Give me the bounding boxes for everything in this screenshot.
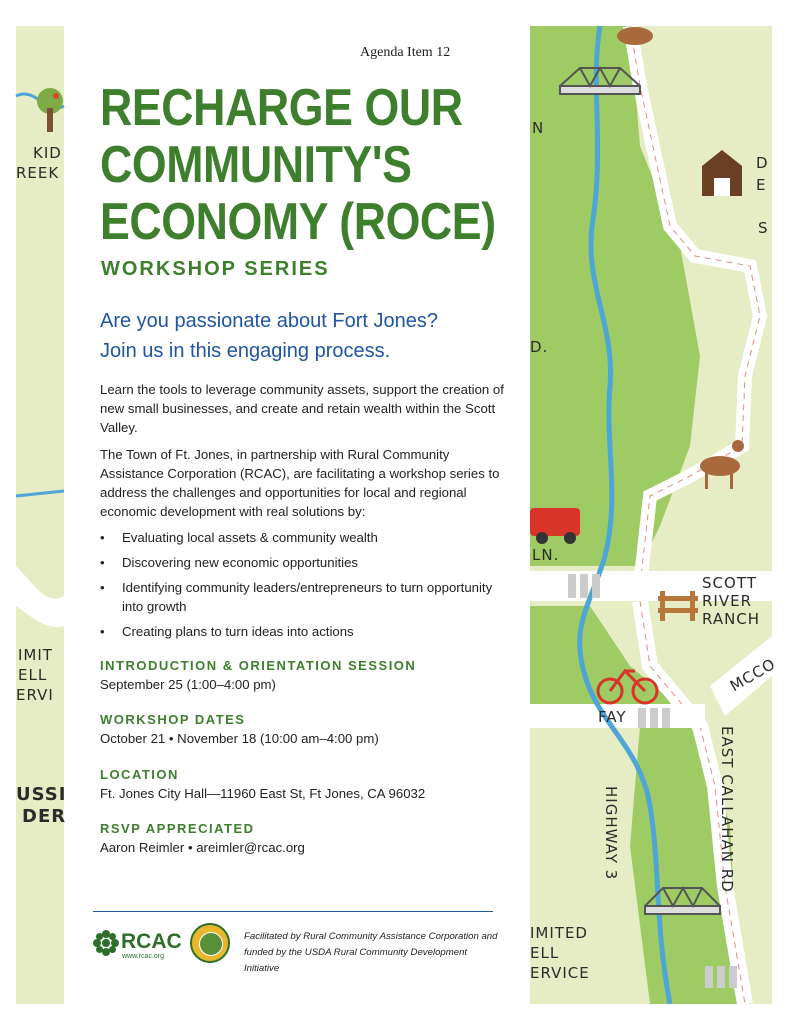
rcac-url: www.rcac.org: [122, 953, 165, 960]
section-value: Aaron Reimler • areimler@rcac.org: [100, 840, 305, 855]
rcac-emblem-icon: [93, 930, 119, 956]
intro-paragraph: Learn the tools to leverage community assets, support the creation of new small businesses, and create and retain wealth within the Scott Valley.: [100, 382, 504, 435]
left-map-label: USSI: [16, 784, 67, 805]
section-value: September 25 (1:00–4:00 pm): [100, 677, 276, 692]
section-value: Ft. Jones City Hall—11960 East St, Ft Jones, CA 96032: [100, 786, 426, 801]
title-line: COMMUNITY'S: [100, 136, 412, 194]
section-value: October 21 • November 18 (10:00 am–4:00 pm): [100, 731, 379, 746]
section-heading: LOCATION: [100, 767, 179, 782]
right-map-label: HIGHWAY 3: [602, 786, 620, 881]
seal-center: [199, 932, 223, 956]
section-heading: INTRODUCTION & ORIENTATION SESSION: [100, 658, 417, 673]
tagline-line: Join us in this engaging process.: [100, 340, 391, 362]
page-subtitle: WORKSHOP SERIES: [101, 258, 330, 280]
agenda-item-label: Agenda Item 12: [360, 45, 451, 60]
footer-credit: [244, 929, 504, 977]
partnership-paragraph: The Town of Ft. Jones, in partnership with Rural Community Assistance Corporation (RCAC), are facilitating a workshop series to address the challenges and opportunities for local and regional economic development with real solutions by:: [100, 447, 500, 519]
page-title: [100, 79, 496, 251]
tagline-line: Are you passionate about Fort Jones?: [100, 310, 438, 332]
right-map-label: FAY: [598, 708, 627, 726]
right-map-label: EAST CALLAHAN RD: [718, 726, 736, 893]
right-map-label: SCOTT: [702, 574, 757, 592]
list-item: • Creating plans to turn ideas into actions: [100, 622, 510, 641]
section-heading: WORKSHOP DATES: [100, 712, 246, 727]
left-map-label: REEK: [16, 164, 60, 182]
right-map-label: RIVER: [702, 592, 753, 610]
section-location: [100, 767, 425, 801]
list-item: • Discovering new economic opportunities: [100, 553, 510, 572]
left-map-label: ELL: [18, 666, 48, 684]
right-map-label: LN.: [532, 546, 560, 564]
solutions-list: [100, 528, 510, 647]
footer-credit-line: Facilitated by Rural Community Assistance Corporation and: [244, 931, 498, 942]
left-map-label: ERVI: [16, 686, 54, 704]
section-heading: RSVP APPRECIATED: [100, 821, 255, 836]
right-map-label: D: [756, 154, 769, 172]
left-map-strip: [16, 26, 67, 1004]
title-line: RECHARGE OUR: [100, 79, 463, 137]
tagline: [100, 306, 520, 366]
right-map-label: ELL: [530, 944, 560, 962]
right-map-label: IMITED: [530, 924, 588, 942]
footer-credit-line: funded by the USDA Rural Community Development Initiative: [244, 947, 468, 974]
town-seal-icon: [190, 923, 230, 963]
right-map-label: MCCO: [726, 654, 779, 696]
rcac-wordmark: RCAC: [121, 930, 182, 953]
rcac-logo: [93, 928, 183, 964]
right-map-label: N: [532, 119, 545, 137]
right-map-label: D.: [530, 338, 549, 356]
title-line: ECONOMY (ROCE): [100, 193, 496, 251]
section-rsvp: [100, 821, 305, 855]
right-map-strip: [530, 26, 779, 1004]
section-workshop-dates: [100, 712, 379, 746]
left-map-label: KID: [33, 144, 62, 162]
left-map-label: IMIT: [18, 646, 53, 664]
right-map-label: E: [756, 176, 767, 194]
right-map-label: RANCH: [702, 610, 761, 628]
right-map-label: ERVICE: [530, 964, 590, 982]
list-item: • Evaluating local assets & community wealth: [100, 528, 510, 547]
left-map-label: DER: [22, 806, 67, 827]
section-intro-session: [100, 658, 416, 692]
right-map-label: S: [758, 219, 769, 237]
footer-divider: [93, 911, 493, 912]
list-item: • Identifying community leaders/entrepreneurs to turn opportunity into growth: [100, 578, 510, 616]
